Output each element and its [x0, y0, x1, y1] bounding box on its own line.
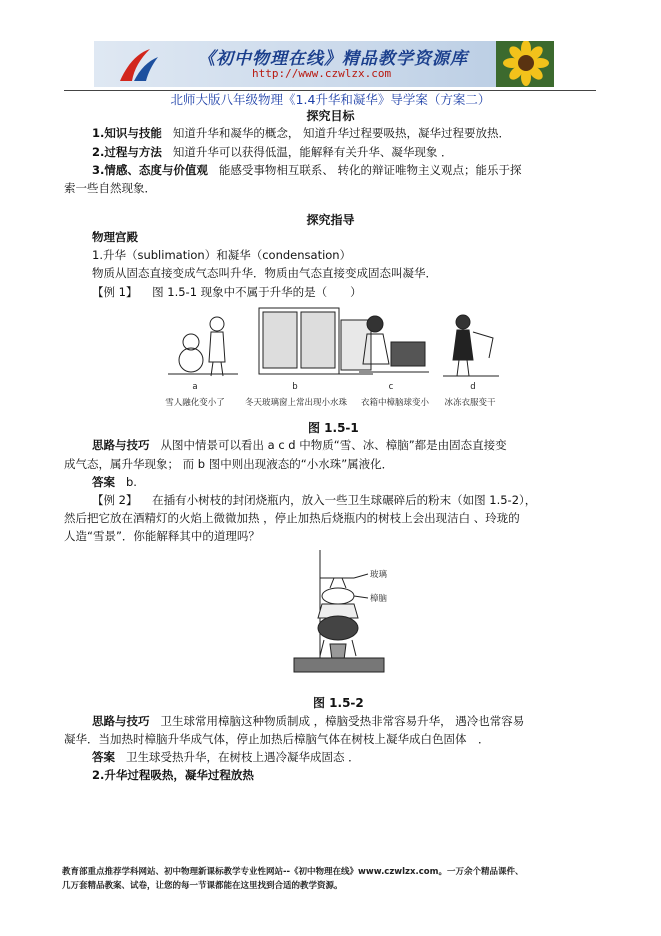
site-logo-icon [114, 45, 162, 85]
figure-1-5-1 [163, 302, 503, 414]
window-illustration [259, 308, 373, 374]
goal-attitude-cont: 索一些自然现象． [64, 181, 156, 195]
goal-text: 能感受事物相互联系、 转化的辩证唯物主义观点；能乐于探 [218, 163, 522, 177]
answer-text: b. [125, 475, 137, 489]
goal-text: 知道升华和凝华的概念， 知道升华过程要吸热，凝华过程要放热． [172, 126, 510, 140]
footer-line-2: 几万套精品教案、试卷，让您的每一节课都能在这里找到合适的教学资源。 [62, 881, 343, 891]
figure-caption-b: 冬天玻璃窗上常出现小水珠 [244, 398, 347, 408]
tips-1-line-2: 成气态，属升华现象； 而 b 图中则出现液态的“小水珠”属液化． [64, 457, 394, 471]
sunflower-icon [496, 41, 554, 87]
tips-2-line-1 [92, 712, 524, 731]
example-label: 【例 2】 [92, 493, 138, 507]
goal-process [92, 143, 453, 162]
document-title: 北师大版八年级物理《1.4升华和凝华》导学案（方案二） [170, 92, 491, 107]
example-1 [92, 283, 362, 302]
figure-letter-a: a [192, 382, 198, 392]
goal-attitude [92, 161, 522, 180]
tips-1-line-1 [92, 436, 507, 455]
page-footer [62, 865, 622, 893]
answer-1 [92, 473, 137, 492]
example-label: 【例 1】 [92, 285, 138, 299]
answer-label: 答案 [92, 750, 115, 764]
guide-heading: 探究指导 [306, 213, 355, 227]
example-2-line-1 [92, 491, 536, 510]
tips-text: 卫生球常用樟脑这种物质制成 ，樟脑受热非常容易升华， 遇冷也常容易 [160, 714, 525, 728]
tips-text: 从图中情景可以看出 a c d 中物质“雪、冰、樟脑”都是由固态直接变 [160, 438, 507, 452]
figure-1-5-2 [290, 548, 410, 680]
footer-line-1: 教育部重点推荐学科网站、初中物理新课标教学专业性网站--《初中物理在线》www.czwlzx.com。一万余个精品课件、 [62, 867, 524, 877]
site-banner [94, 41, 554, 87]
figure-1-illustration [163, 302, 503, 382]
goal-knowledge [92, 124, 510, 143]
answer-2 [92, 748, 360, 767]
answer-label: 答案 [92, 475, 115, 489]
definition-text: 物质从固态直接变成气态叫升华．物质由气态直接变成固态叫凝华． [92, 266, 437, 280]
figure-letter-c: c [388, 382, 394, 392]
example-text: 图 1.5-1 现象中不属于升华的是（ ） [152, 285, 362, 299]
example-2-line-3: 人造“雪景”．你能解释其中的道理吗？ [64, 529, 260, 543]
label-glass: 玻璃 [370, 570, 388, 580]
goal-label: 1.知识与技能 [92, 126, 162, 140]
subsection-2: 2.升华过程吸热，凝华过程放热 [92, 768, 254, 782]
goal-label: 2.过程与方法 [92, 145, 162, 159]
example-2-line-2: 然后把它放在酒精灯的火焰上微微加热 ，停止加热后烧瓶内的树枝上会出现洁白 、玲珑的 [64, 511, 520, 525]
goals-heading: 探究目标 [306, 109, 355, 123]
figure-letter-d: d [470, 382, 476, 392]
figure-caption-c: 衣箱中樟脑球变小 [360, 398, 429, 408]
figure-2-title: 图 1.5-2 [313, 696, 364, 710]
answer-text: 卫生球受热升华，在树枝上遇冷凝华成固态 ． [125, 750, 360, 764]
flask-apparatus-illustration [290, 548, 410, 680]
tips-label: 思路与技巧 [92, 714, 150, 728]
figure-caption-d: 冰冻衣服变干 [444, 398, 496, 408]
figure-letter-b: b [292, 382, 298, 392]
tips-label: 思路与技巧 [92, 438, 150, 452]
banner-url[interactable]: http://www.czwlzx.com [252, 67, 392, 80]
example-text: 在插有小树枝的封闭烧瓶内，放入一些卫生球碾碎后的粉末（如图 1.5-2）， [152, 493, 537, 507]
banner-title: 《初中物理在线》精品教学资源库 [198, 49, 468, 69]
label-camphor: 樟脑 [370, 594, 388, 604]
subsection-1: 1.升华（sublimation）和凝华（condensation） [92, 248, 352, 262]
figure-caption-a: 雪人融化变小了 [165, 398, 225, 408]
snowman-illustration [168, 317, 238, 376]
tips-2-line-2: 凝华．当加热时樟脑升华成气体，停止加热后樟脑气体在树枝上凝华成白色固体 ． [64, 732, 490, 746]
goal-text: 知道升华可以获得低温，能解释有关升华、凝华现象 ． [172, 145, 453, 159]
figure-1-title: 图 1.5-1 [308, 421, 359, 435]
palace-heading: 物理宫殿 [92, 230, 138, 244]
goal-label: 3.情感、态度与价值观 [92, 163, 208, 177]
frozen-clothes-illustration [443, 315, 499, 376]
